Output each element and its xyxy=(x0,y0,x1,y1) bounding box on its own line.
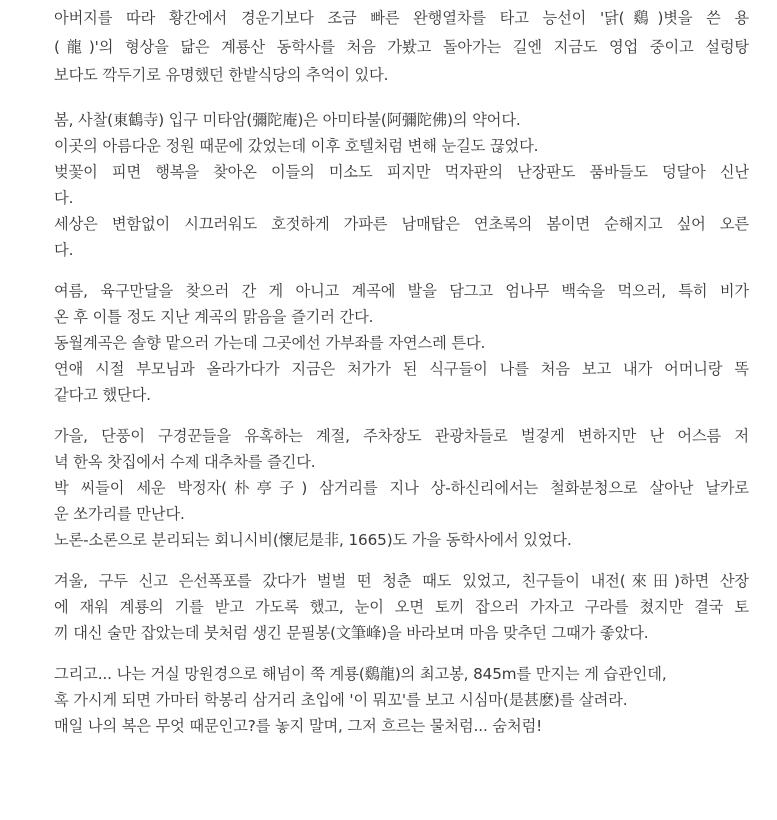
text-line: 혹 가시게 되면 가마터 학봉리 삼거리 초입에 '이 뭐꼬'를 보고 시심마(是甚麽)를 살려라. xyxy=(54,690,628,709)
text-line: 에 재워 계룡의 기를 받고 가도록 했고, 눈이 오면 토끼 잡으러 가자고 구라를 쳤지만 결국 토 xyxy=(54,597,749,616)
text-line: 이곳의 아름다운 정원 때문에 갔었는데 이후 호텔처럼 변해 눈길도 끊었다. xyxy=(54,136,539,155)
text-line: 봄, 사찰(東鶴寺) 입구 미타암(彌陀庵)은 아미타불(阿彌陀佛)의 약어다. xyxy=(54,110,521,129)
paragraph-closing xyxy=(54,661,749,739)
paragraph-spring xyxy=(54,107,749,263)
paragraph-intro xyxy=(54,4,749,90)
text-line: 겨울, 구두 신고 은선폭포를 갔다가 벌벌 떤 청춘 때도 있었고, 친구들이 내전(來田)하면 산장 xyxy=(54,571,749,590)
text-line: 녁 한옥 찻집에서 수제 대추차를 즐긴다. xyxy=(54,452,316,471)
text-line: 온 후 이틀 정도 지난 계곡의 맑음을 즐기러 간다. xyxy=(54,307,374,326)
paragraph-summer xyxy=(54,278,749,408)
text-line: 다. xyxy=(54,240,74,259)
text-line: 끼 대신 술만 잡았는데 붓처럼 생긴 문필봉(文筆峰)을 바라보며 마음 맞추던 그때가 좋았다. xyxy=(54,623,649,642)
text-line: (龍)'의 형상을 닮은 계룡산 동학사를 처음 가봤고 돌아가는 길엔 지금도 영업 중이고 설렁탕 xyxy=(54,37,749,56)
text-line: 가을, 단풍이 구경꾼들을 유혹하는 계절, 주차장도 관광차들로 벌겋게 변하지만 난 어스름 저 xyxy=(54,426,749,445)
text-line: 아버지를 따라 황간에서 경운기보다 조금 빠른 완행열차를 타고 능선이 '닭(鷄)볏을 쓴 용 xyxy=(54,9,749,27)
text-line: 세상은 변함없이 시끄러워도 호젓하게 가파른 남매탑은 연초록의 봄이면 순해지고 싶어 오른 xyxy=(54,214,749,233)
text-line: 벚꽃이 피면 행복을 찾아온 이들의 미소도 피지만 먹자판의 난장판도 품바들도 덩달아 신난 xyxy=(54,162,749,181)
text-line: 매일 나의 복은 무엇 때문인고?를 놓지 말며, 그저 흐르는 물처럼... 숨처럼! xyxy=(54,716,543,735)
text-line: 연애 시절 부모님과 올라가다가 지금은 처가가 된 식구들이 나를 처음 보고 내가 어머니랑 똑 xyxy=(54,359,749,378)
text-line: 동월계곡은 솔향 맡으러 가는데 그곳에선 가부좌를 자연스레 튼다. xyxy=(54,333,486,352)
paragraph-winter xyxy=(54,568,749,646)
text-line: 박 씨들이 세운 박정자(朴亭子) 삼거리를 지나 상-하신리에서는 철화분청으로 살아난 날카로 xyxy=(54,478,749,497)
paragraph-autumn xyxy=(54,423,749,553)
text-line: 노론-소론으로 분리되는 회니시비(懷尼是非, 1665)도 가을 동학사에서 있었다. xyxy=(54,530,572,549)
text-line: 여름, 육구만달을 찾으러 간 게 아니고 계곡에 발을 담그고 엄나무 백숙을 먹으러, 특히 비가 xyxy=(54,281,749,300)
text-line: 보다도 깍두기로 유명했던 한밭식당의 추억이 있다. xyxy=(54,66,389,84)
text-line: 그리고... 나는 거실 망원경으로 해넘이 쭉 계룡(鷄龍)의 최고봉, 845m를 만지는 게 습관인데, xyxy=(54,664,667,683)
text-line: 운 쏘가리를 만난다. xyxy=(54,504,185,523)
text-line: 같다고 했단다. xyxy=(54,385,151,404)
text-line: 다. xyxy=(54,188,74,207)
